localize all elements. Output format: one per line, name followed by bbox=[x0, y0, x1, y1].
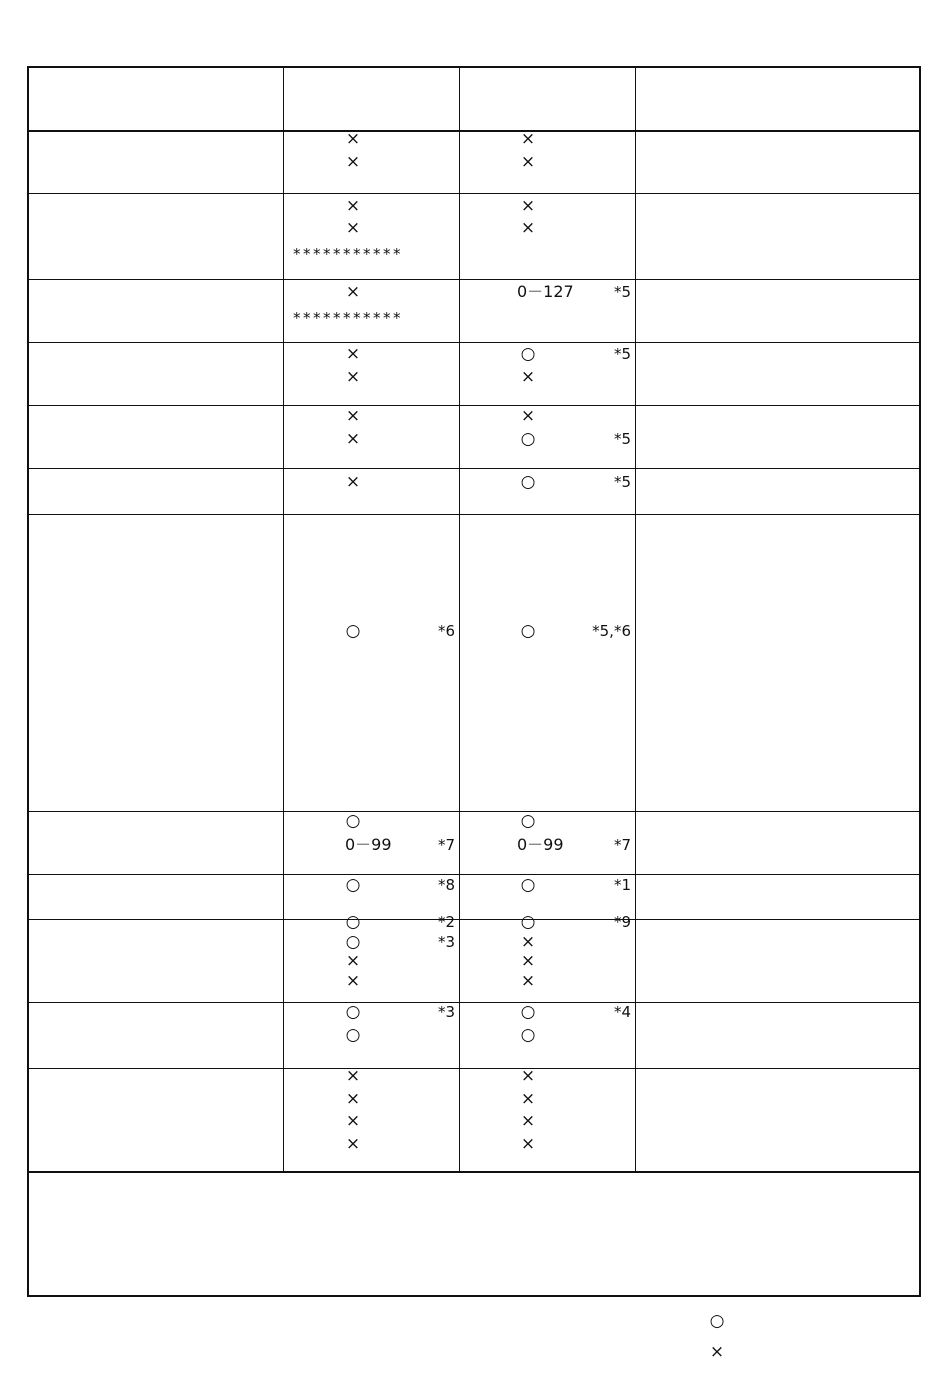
recognized-mark: ○ bbox=[520, 472, 536, 492]
transmitted-mark: × bbox=[345, 971, 361, 991]
legend-no-symbol: × bbox=[709, 1342, 725, 1362]
recognized-note: *5 bbox=[613, 473, 631, 491]
recognized-mark: ○ bbox=[520, 912, 536, 932]
recognized-note: *5,*6 bbox=[592, 622, 631, 640]
recognized-mark: ○ bbox=[520, 344, 536, 364]
transmitted-note: *8 bbox=[437, 876, 455, 894]
table-row bbox=[29, 130, 919, 193]
recognized-mark: × bbox=[520, 1111, 536, 1131]
table-row bbox=[29, 811, 919, 874]
transmitted-mark: × bbox=[345, 1066, 361, 1086]
transmitted-note: *7 bbox=[437, 836, 455, 854]
table-row bbox=[29, 468, 919, 514]
transmitted-mark: × bbox=[345, 196, 361, 216]
transmitted-mark: × bbox=[345, 951, 361, 971]
row-divider bbox=[29, 811, 919, 812]
row-divider bbox=[29, 1002, 919, 1003]
table-row bbox=[29, 874, 919, 919]
recognized-mark: × bbox=[520, 951, 536, 971]
recognized-range: 0－99 bbox=[517, 835, 564, 854]
row-divider bbox=[29, 279, 919, 280]
recognized-note: *5 bbox=[613, 345, 631, 363]
transmitted-note: *6 bbox=[437, 622, 455, 640]
table-row bbox=[29, 405, 919, 468]
transmitted-mark: × bbox=[345, 1111, 361, 1131]
transmitted-mark: × bbox=[345, 152, 361, 172]
recognized-mark: × bbox=[520, 218, 536, 238]
transmitted-mark: × bbox=[345, 1089, 361, 1109]
table-row bbox=[29, 912, 919, 1002]
transmitted-mark: ○ bbox=[345, 1002, 361, 1022]
transmitted-mark: ○ bbox=[345, 932, 361, 952]
transmitted-unused-stars: *********** bbox=[293, 245, 403, 263]
recognized-mark: × bbox=[520, 406, 536, 426]
recognized-note: *7 bbox=[613, 836, 631, 854]
recognized-note: *5 bbox=[613, 283, 631, 301]
midi-implementation-table bbox=[27, 66, 921, 1297]
table-row bbox=[29, 514, 919, 811]
recognized-mark: × bbox=[520, 196, 536, 216]
transmitted-mark: × bbox=[345, 472, 361, 492]
row-divider bbox=[29, 342, 919, 343]
transmitted-mark: × bbox=[345, 429, 361, 449]
recognized-mark: ○ bbox=[520, 429, 536, 449]
transmitted-mark: × bbox=[345, 282, 361, 302]
recognized-mark: × bbox=[520, 1134, 536, 1154]
transmitted-mark: × bbox=[345, 1134, 361, 1154]
table-row bbox=[29, 342, 919, 405]
table-row bbox=[29, 193, 919, 279]
header-row bbox=[29, 68, 919, 130]
table-row bbox=[29, 279, 919, 342]
recognized-mark: × bbox=[520, 1066, 536, 1086]
transmitted-mark: × bbox=[345, 129, 361, 149]
recognized-note: *4 bbox=[613, 1003, 631, 1021]
recognized-note: *5 bbox=[613, 430, 631, 448]
transmitted-mark: × bbox=[345, 344, 361, 364]
transmitted-unused-stars: *********** bbox=[293, 309, 403, 327]
recognized-mark: × bbox=[520, 367, 536, 387]
recognized-mark: ○ bbox=[520, 1025, 536, 1045]
recognized-range: 0－127 bbox=[517, 282, 574, 301]
recognized-note: *1 bbox=[613, 876, 631, 894]
recognized-mark: × bbox=[520, 971, 536, 991]
recognized-mark: ○ bbox=[520, 621, 536, 641]
transmitted-mark: ○ bbox=[345, 811, 361, 831]
transmitted-note: *2 bbox=[437, 913, 455, 931]
row-divider bbox=[29, 919, 919, 920]
table-row bbox=[29, 1002, 919, 1068]
recognized-mark: × bbox=[520, 932, 536, 952]
transmitted-mark: × bbox=[345, 218, 361, 238]
row-divider bbox=[29, 874, 919, 875]
recognized-mark: ○ bbox=[520, 811, 536, 831]
transmitted-range: 0－99 bbox=[345, 835, 392, 854]
transmitted-mark: ○ bbox=[345, 875, 361, 895]
row-divider bbox=[29, 1068, 919, 1069]
transmitted-mark: ○ bbox=[345, 1025, 361, 1045]
recognized-mark: ○ bbox=[520, 875, 536, 895]
table-row bbox=[29, 1068, 919, 1171]
row-divider bbox=[29, 514, 919, 515]
transmitted-mark: ○ bbox=[345, 621, 361, 641]
transmitted-mark: ○ bbox=[345, 912, 361, 932]
recognized-mark: × bbox=[520, 1089, 536, 1109]
recognized-mark: × bbox=[520, 152, 536, 172]
recognized-note: *9 bbox=[613, 913, 631, 931]
transmitted-note: *3 bbox=[437, 1003, 455, 1021]
legend-yes-symbol: ○ bbox=[709, 1311, 725, 1331]
recognized-mark: ○ bbox=[520, 1002, 536, 1022]
row-divider bbox=[29, 193, 919, 194]
row-divider bbox=[29, 405, 919, 406]
transmitted-mark: × bbox=[345, 406, 361, 426]
row-divider bbox=[29, 468, 919, 469]
recognized-mark: × bbox=[520, 129, 536, 149]
transmitted-mark: × bbox=[345, 367, 361, 387]
transmitted-note: *3 bbox=[437, 933, 455, 951]
notes-area bbox=[29, 1172, 919, 1296]
